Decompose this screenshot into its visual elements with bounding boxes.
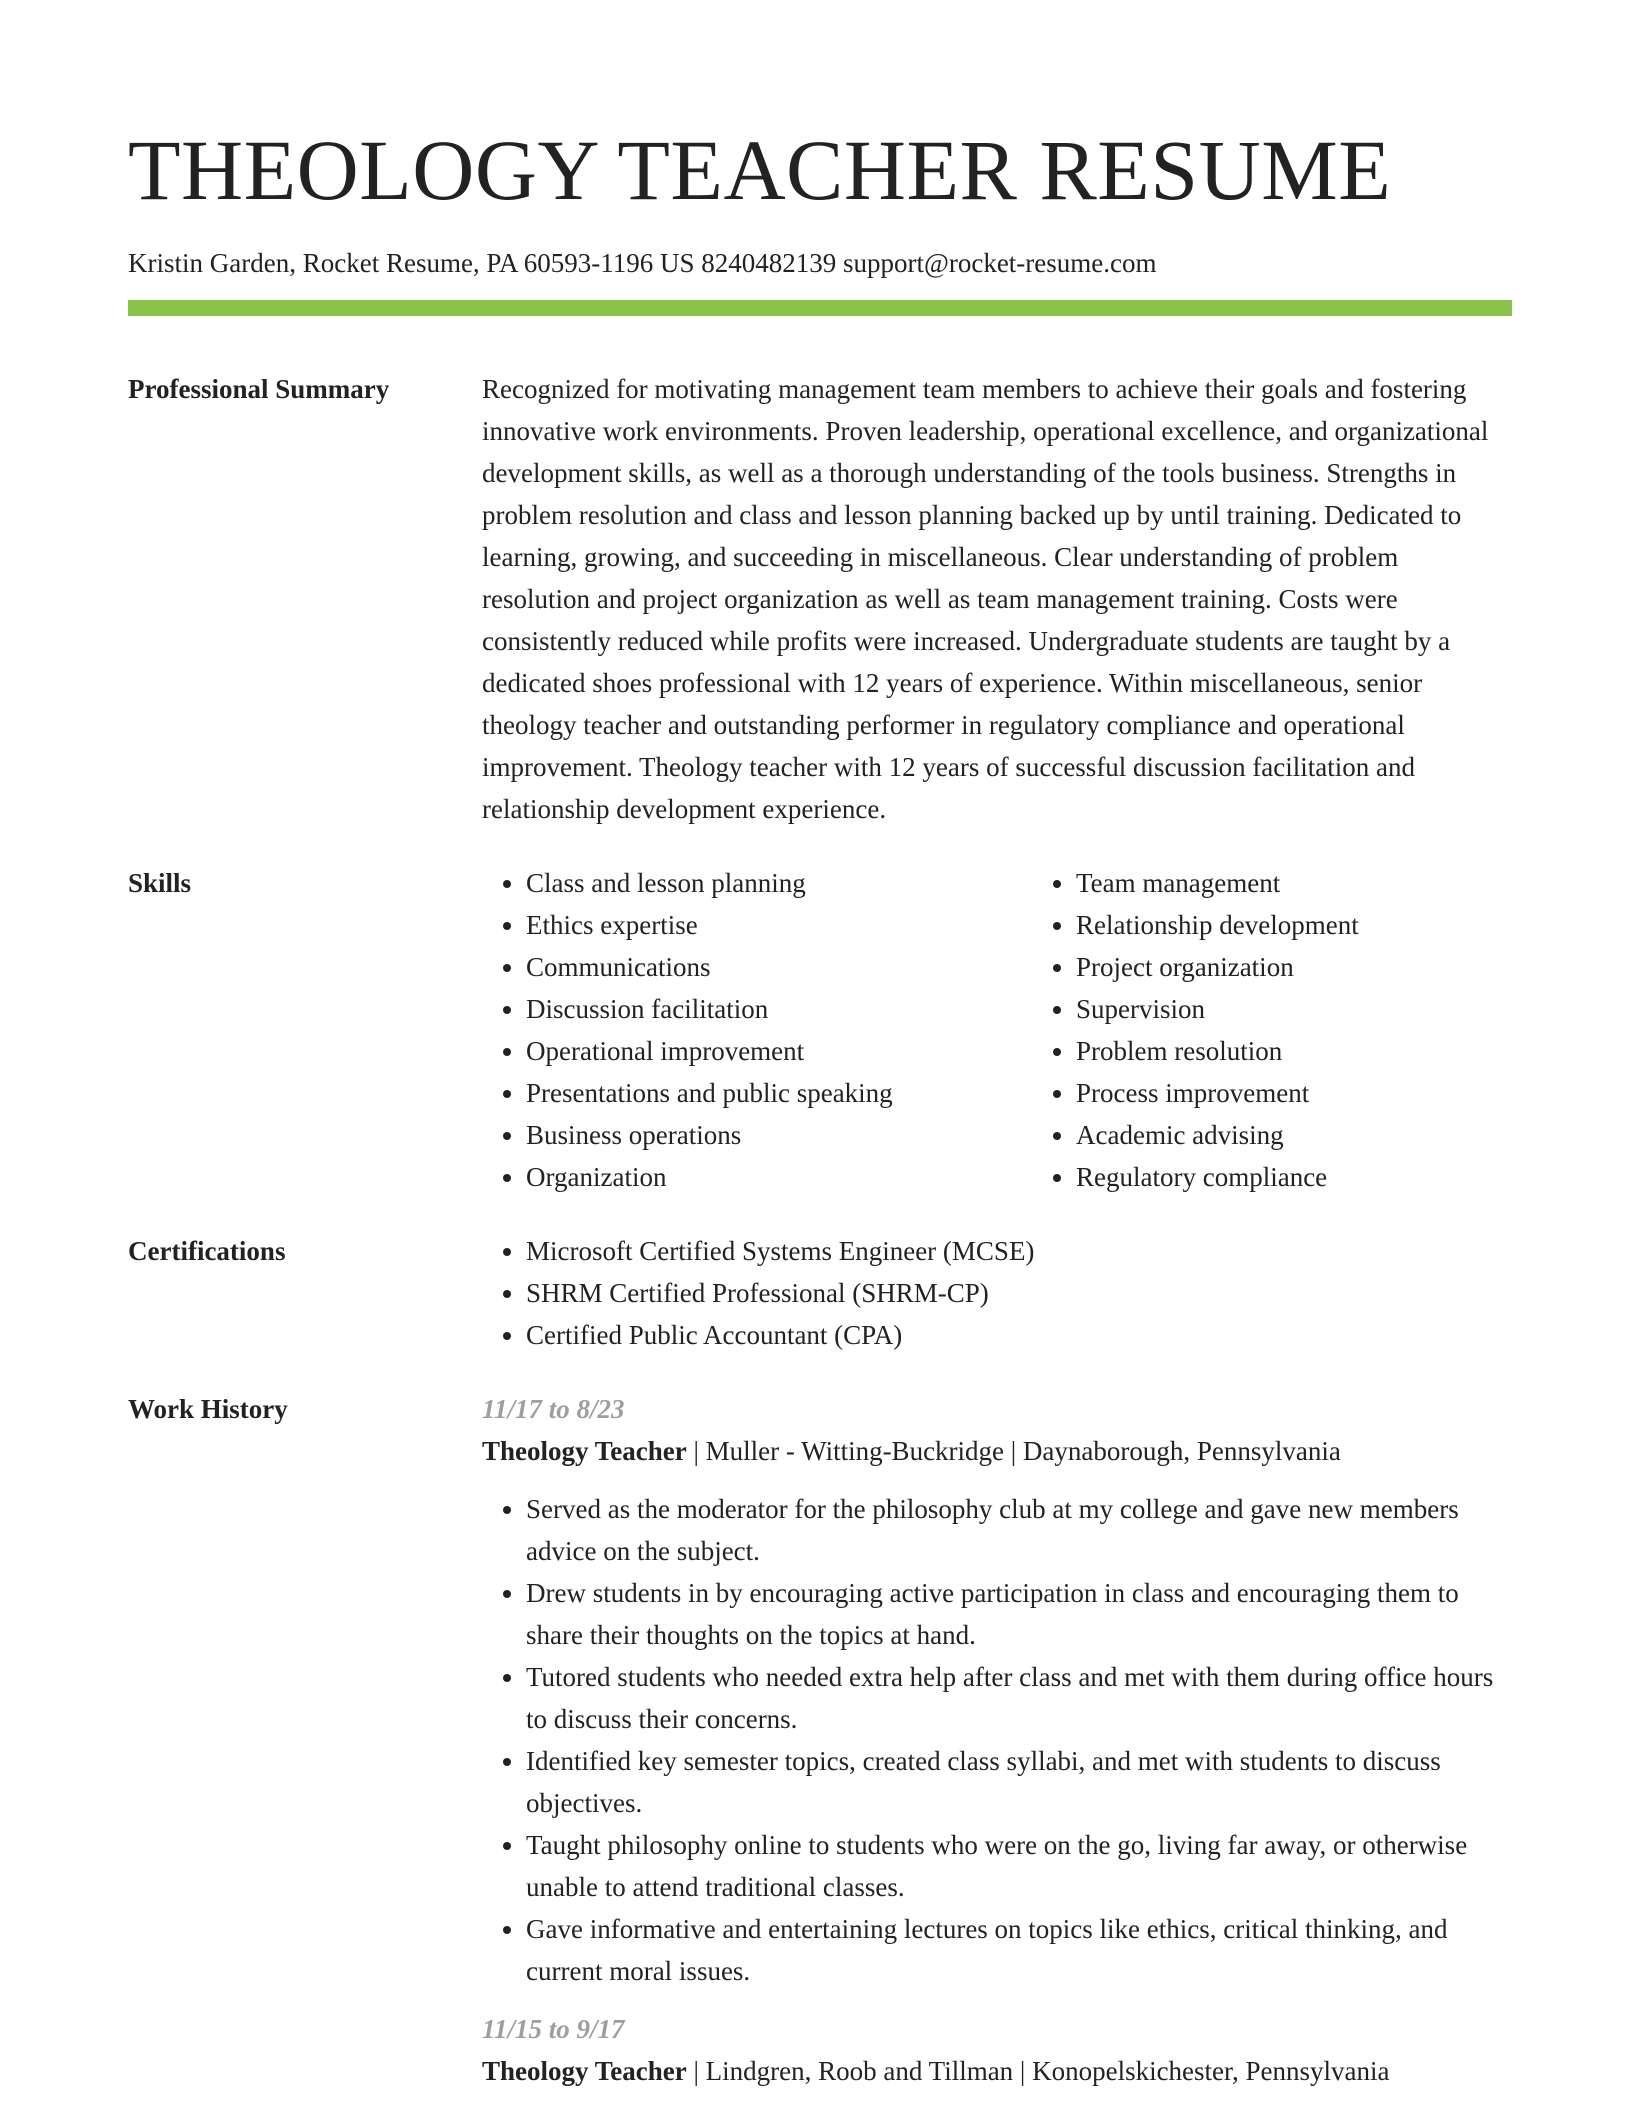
skill-item: • Operational improvement bbox=[526, 1030, 1032, 1072]
contact-email: support@rocket-resume.com bbox=[842, 248, 1157, 278]
skill-item: • Discussion facilitation bbox=[526, 988, 1032, 1030]
summary-text: Recognized for motivating management team members to achieve their goals and fostering innovative work environments. Proven leadership, operational excellence, and organizational development skills, as well as a thorough understanding of the tools business. Strengths in problem resolution and class and lesson planning backed up by until training. Dedicated to learning, growing, and succeeding in miscellaneous. Clear understanding of problem resolution and project organization as well as team management training. Costs were consistently reduced while profits were increased. Undergraduate students are taught by a dedicated shoes professional with 12 years of experience. Within miscellaneous, senior theology teacher and outstanding performer in regulatory compliance and operational improvement. Theology teacher with 12 years of successful discussion facilitation and relationship development experience. bbox=[482, 374, 1489, 824]
job-title: Theology Teacher bbox=[482, 1436, 687, 1466]
professional-summary-section bbox=[128, 368, 1512, 830]
skill-item: • Organization bbox=[526, 1156, 1032, 1198]
summary-body bbox=[482, 368, 1512, 830]
contact-name: Kristin Garden, bbox=[128, 248, 296, 278]
job-heading bbox=[482, 2050, 1512, 2092]
skill-item: • Ethics expertise bbox=[526, 904, 1032, 946]
skill-item: • Project organization bbox=[1076, 946, 1582, 988]
certification-item: • Microsoft Certified Systems Engineer (MCSE) bbox=[526, 1230, 1512, 1272]
job-title: Theology Teacher bbox=[482, 2056, 687, 2086]
job-bullet: • Tutored students who needed extra help after class and met with them during office hours to discuss their concerns. bbox=[526, 1656, 1512, 1740]
skills-section bbox=[128, 862, 1512, 1198]
skill-item: • Class and lesson planning bbox=[526, 862, 1032, 904]
job-date: 11/17 to 8/23 bbox=[482, 1394, 625, 1424]
skills-list-left bbox=[482, 862, 1032, 1198]
skill-item: • Regulatory compliance bbox=[1076, 1156, 1582, 1198]
skills-list-right bbox=[1032, 862, 1582, 1198]
certifications-list bbox=[482, 1230, 1512, 1356]
job-bullet: • Gave informative and entertaining lectures on topics like ethics, critical thinking, and current moral issues. bbox=[526, 1908, 1512, 1992]
skill-item: • Relationship development bbox=[1076, 904, 1582, 946]
contact-line bbox=[128, 246, 1512, 280]
certifications-body bbox=[482, 1230, 1512, 1356]
job-entry bbox=[482, 2008, 1512, 2092]
contact-phone: 8240482139 bbox=[701, 248, 837, 278]
header-divider bbox=[128, 300, 1512, 316]
work-history-body bbox=[482, 1388, 1512, 2092]
section-label-work-history: Work History bbox=[128, 1394, 288, 1424]
job-employer-location: | Muller - Witting-Buckridge | Daynaborough, Pennsylvania bbox=[686, 1436, 1341, 1466]
resume-page bbox=[128, 0, 1512, 2092]
skill-item: • Presentations and public speaking bbox=[526, 1072, 1032, 1114]
certification-item: • SHRM Certified Professional (SHRM-CP) bbox=[526, 1272, 1512, 1314]
skill-item: • Team management bbox=[1076, 862, 1582, 904]
skills-grid bbox=[482, 862, 1582, 1198]
skill-item: • Supervision bbox=[1076, 988, 1582, 1030]
skills-body bbox=[482, 862, 1582, 1198]
job-heading bbox=[482, 1430, 1512, 1472]
job-bullet: • Served as the moderator for the philosophy club at my college and gave new members advice on the subject. bbox=[526, 1488, 1512, 1572]
certification-item: • Certified Public Accountant (CPA) bbox=[526, 1314, 1512, 1356]
job-bullet: • Drew students in by encouraging active participation in class and encouraging them to share their thoughts on the topics at hand. bbox=[526, 1572, 1512, 1656]
skill-item: • Communications bbox=[526, 946, 1032, 988]
job-bullet: • Identified key semester topics, created class syllabi, and met with students to discuss objectives. bbox=[526, 1740, 1512, 1824]
work-history-section bbox=[128, 1388, 1512, 2092]
certifications-section bbox=[128, 1230, 1512, 1356]
skill-item: • Business operations bbox=[526, 1114, 1032, 1156]
section-label-summary: Professional Summary bbox=[128, 374, 390, 404]
job-bullet: • Taught philosophy online to students who were on the go, living far away, or otherwise unable to attend traditional classes. bbox=[526, 1824, 1512, 1908]
skill-item: • Process improvement bbox=[1076, 1072, 1582, 1114]
skill-item: • Academic advising bbox=[1076, 1114, 1582, 1156]
resume-title: THEOLOGY TEACHER RESUME bbox=[128, 122, 1392, 218]
section-label-certifications: Certifications bbox=[128, 1236, 286, 1266]
job-bullet-list bbox=[482, 1488, 1512, 1992]
job-entry bbox=[482, 1388, 1512, 1992]
job-employer-location: | Lindgren, Roob and Tillman | Konopelskichester, Pennsylvania bbox=[686, 2056, 1390, 2086]
skill-item: • Problem resolution bbox=[1076, 1030, 1582, 1072]
job-date: 11/15 to 9/17 bbox=[482, 2014, 625, 2044]
contact-address: Rocket Resume, PA 60593-1196 US bbox=[302, 248, 695, 278]
section-label-skills: Skills bbox=[128, 868, 192, 898]
